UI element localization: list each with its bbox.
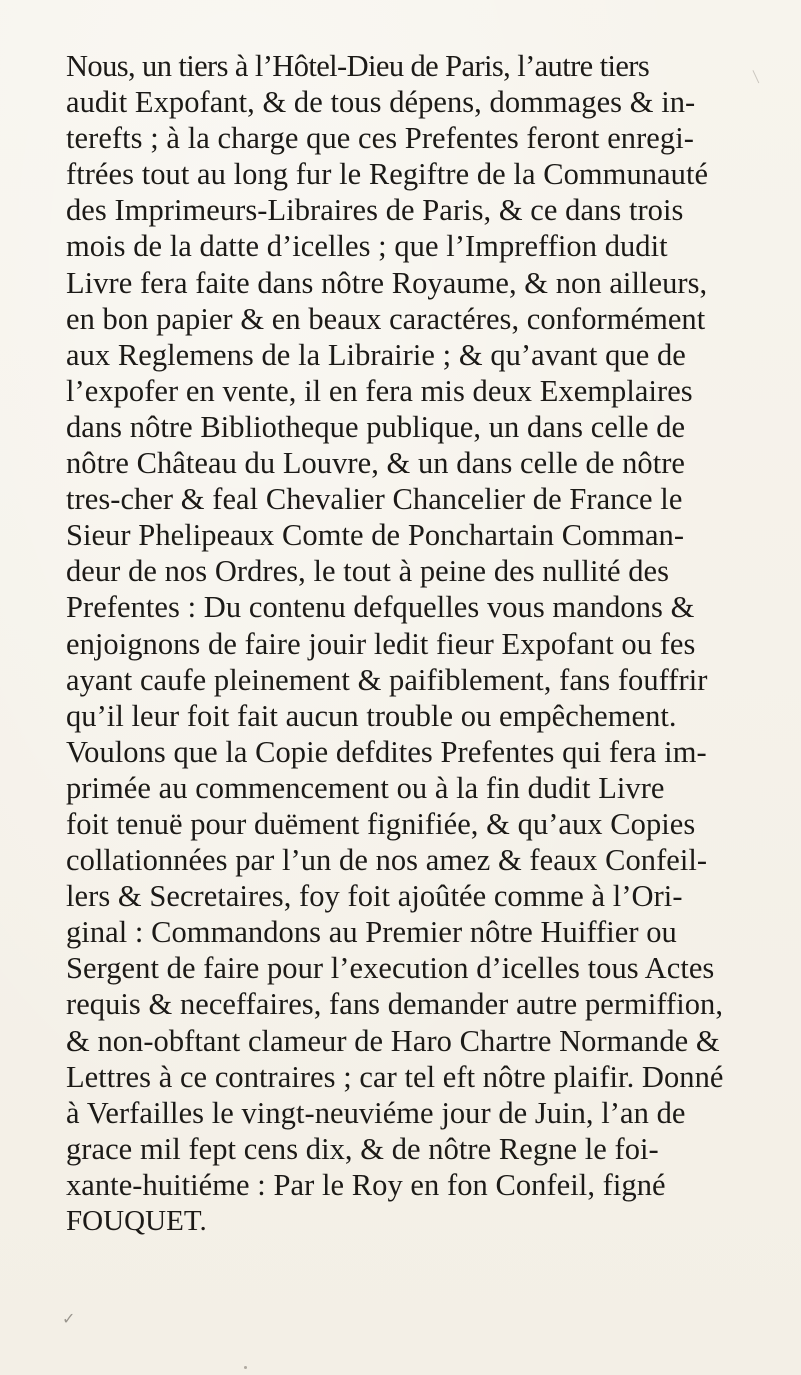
text-line-30: à Verfailles le vingt-neuviéme jour de Juin, l’an de bbox=[66, 1095, 686, 1130]
text-line-32: xante-huitiéme : Par le Roy en fon Confeil, figné bbox=[66, 1167, 666, 1202]
text-line-19: qu’il leur foit fait aucun trouble ou empêchement. bbox=[66, 698, 677, 733]
text-line-25: ginal : Commandons au Premier nôtre Huiffier ou bbox=[66, 915, 677, 950]
text-line-16: Prefentes : Du contenu defquelles vous mandons & bbox=[66, 590, 695, 625]
text-line-4: ftrées tout au long fur le Regiftre de la Communauté bbox=[66, 157, 709, 192]
text-line-10: l’expofer en vente, il en fera mis deux Exemplaires bbox=[66, 373, 693, 408]
signature-line: FOUQUET. bbox=[66, 1205, 207, 1237]
text-line-13: tres-cher & feal Chevalier Chancelier de France le bbox=[66, 482, 683, 517]
text-line-5: des Imprimeurs-Libraires de Paris, & ce dans trois bbox=[66, 193, 684, 228]
text-line-15: deur de nos Ordres, le tout à peine des nullité des bbox=[66, 554, 670, 589]
text-line-31: grace mil fept cens dix, & de nôtre Regne le foi- bbox=[66, 1131, 659, 1166]
text-line-28: & non-obftant clameur de Haro Chartre Normande & bbox=[66, 1023, 720, 1058]
text-line-17: enjoignons de faire jouir ledit fieur Expofant ou fes bbox=[66, 626, 696, 661]
text-line-23: collationnées par l’un de nos amez & feaux Confeil- bbox=[66, 843, 708, 878]
text-line-12: nôtre Château du Louvre, & un dans celle de nôtre bbox=[66, 446, 686, 481]
text-line-21: primée au commencement ou à la fin dudit Livre bbox=[66, 770, 665, 805]
text-line-3: terefts ; à la charge que ces Prefentes feront enregi- bbox=[66, 121, 694, 156]
text-line-8: en bon papier & en beaux caractéres, conformément bbox=[66, 301, 706, 336]
paper-speck bbox=[244, 1366, 247, 1369]
text-line-6: mois de la datte d’icelles ; que l’Impreffion dudit bbox=[66, 229, 668, 264]
text-line-20: Voulons que la Copie defdites Prefentes qui fera im- bbox=[66, 734, 707, 769]
text-line-18: ayant caufe pleinement & paifiblement, fans fouffrir bbox=[66, 662, 708, 697]
text-line-11: dans nôtre Bibliotheque publique, un dans celle de bbox=[66, 409, 686, 444]
document-text bbox=[66, 48, 786, 1239]
text-line-27: requis & neceffaires, fans demander autre permiffion, bbox=[66, 987, 723, 1022]
text-line-24: lers & Secretaires, foy foit ajoûtée comme à l’Ori- bbox=[66, 879, 683, 914]
text-line-22: foit tenuë pour duëment fignifiée, & qu’aux Copies bbox=[66, 806, 696, 841]
margin-check-mark: ✓ bbox=[62, 1309, 76, 1328]
text-line-2: audit Expofant, & de tous dépens, dommages & in- bbox=[66, 85, 696, 120]
text-line-26: Sergent de faire pour l’execution d’icelles tous Actes bbox=[66, 951, 715, 986]
text-line-9: aux Reglemens de la Librairie ; & qu’avant que de bbox=[66, 337, 686, 372]
text-line-7: Livre fera faite dans nôtre Royaume, & non ailleurs, bbox=[66, 265, 708, 300]
text-line-29: Lettres à ce contraires ; car tel eft nôtre plaifir. Donné bbox=[66, 1059, 724, 1094]
text-line-14: Sieur Phelipeaux Comte de Ponchartain Comman- bbox=[66, 518, 685, 553]
text-line-1: Nous, un tiers à l’Hôtel-Dieu de Paris, l’autre tiers bbox=[66, 49, 650, 83]
